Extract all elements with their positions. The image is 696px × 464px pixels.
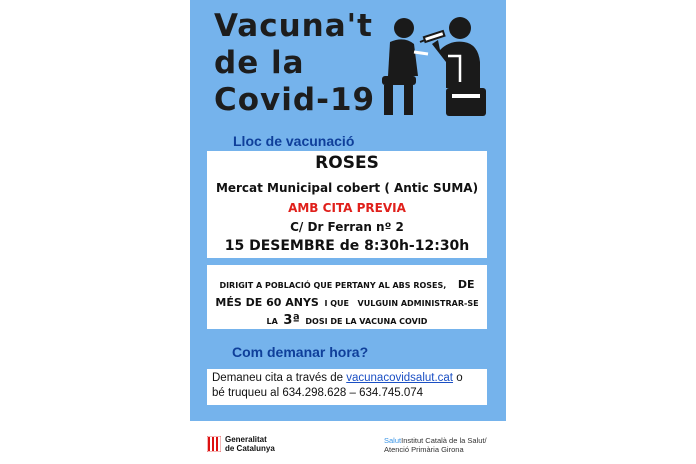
- salut-brand: Salut: [384, 436, 402, 445]
- vaccination-icon: [372, 14, 492, 118]
- section-heading-appointment: Com demanar hora?: [232, 344, 369, 360]
- target-line-3c: DOSI DE LA VACUNA COVID: [305, 317, 428, 326]
- town-name: ROSES: [315, 153, 379, 173]
- target-line-3a: LA: [266, 317, 278, 326]
- booking-link[interactable]: vacunacovidsalut.cat: [346, 372, 454, 384]
- target-line-1b: DE: [457, 278, 475, 291]
- gencat-logo: [207, 435, 275, 453]
- gencat-line-1: Generalitat: [225, 435, 267, 444]
- gencat-line-2: de Catalunya: [225, 444, 275, 453]
- target-line-2b: I QUE: [324, 299, 349, 308]
- catalan-flag-icon: [207, 436, 221, 452]
- target-line-3b: 3ª: [283, 313, 300, 328]
- location-box: [207, 151, 487, 258]
- ics-logo: [384, 436, 487, 454]
- contact-phones: bé truqueu al 634.298.628 – 634.745.074: [212, 387, 424, 399]
- title-line-3: Covid-19: [214, 82, 376, 118]
- target-line-2a: MÉS DE 60 ANYS: [215, 296, 319, 309]
- title-line-2: de la: [214, 45, 305, 81]
- contact-box: [207, 369, 487, 405]
- target-line-2c: VULGUIN ADMINISTRAR-SE: [357, 299, 479, 308]
- section-heading-location: Lloc de vacunació: [233, 133, 355, 149]
- contact-prefix: Demaneu cita a través de: [212, 372, 344, 384]
- contact-suffix: o: [456, 372, 463, 384]
- date-time: 15 DESEMBRE de 8:30h-12:30h: [224, 238, 470, 254]
- target-population-box: [207, 265, 487, 329]
- title-line-1: Vacuna't: [214, 8, 373, 44]
- poster-title: [214, 8, 375, 119]
- target-line-1a: DIRIGIT A POBLACIÓ QUE PERTANY AL ABS ROSES,: [219, 281, 447, 290]
- venue-name: Mercat Municipal cobert ( Antic SUMA): [215, 181, 479, 195]
- ics-line-1: Institut Català de la Salut/: [401, 436, 487, 445]
- street-address: C/ Dr Ferran nº 2: [290, 220, 404, 234]
- ics-line-2: Atenció Primària Girona: [384, 445, 464, 454]
- appointment-notice: AMB CITA PREVIA: [288, 201, 406, 215]
